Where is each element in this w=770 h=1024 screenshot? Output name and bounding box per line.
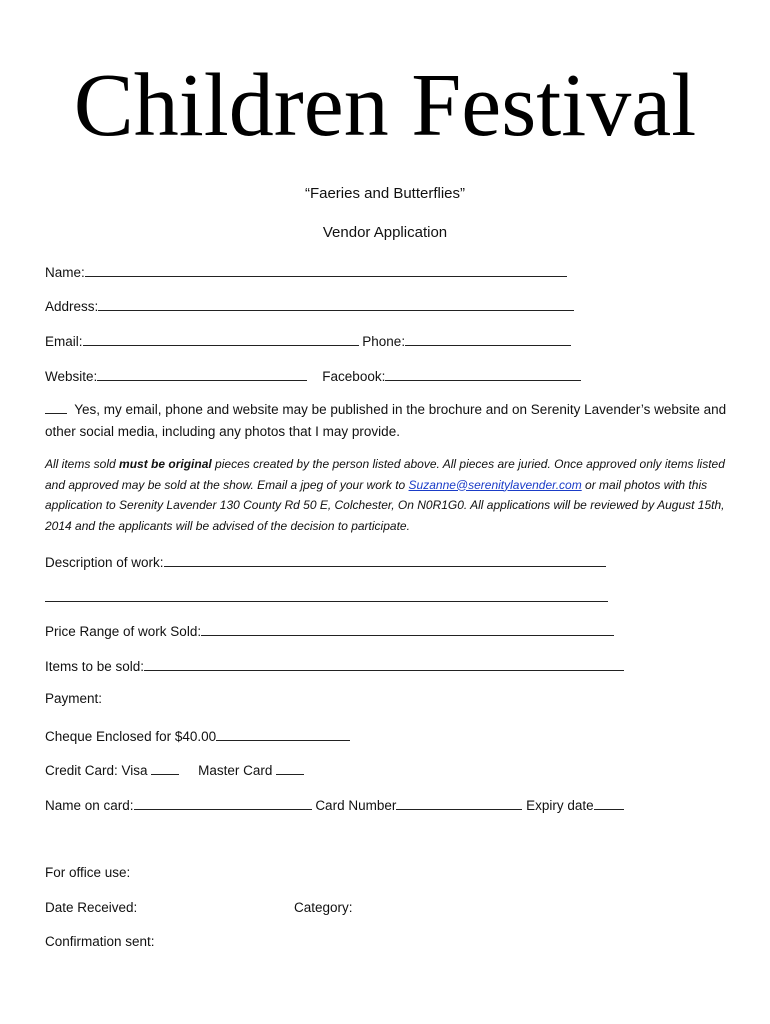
- name-on-card-field[interactable]: [134, 795, 312, 810]
- email-field[interactable]: [83, 331, 359, 346]
- notice-paragraph: [45, 454, 735, 536]
- facebook-field[interactable]: [385, 366, 581, 381]
- email-link[interactable]: Suzanne@serenitylavender.com: [408, 477, 582, 492]
- visa-label: Credit Card: Visa: [45, 763, 148, 778]
- office-heading: For office use:: [45, 865, 131, 880]
- facebook-label: Facebook:: [322, 369, 386, 384]
- credit-card-row: [45, 760, 304, 778]
- price-range-field[interactable]: [201, 621, 614, 636]
- description-label: Description of work:: [45, 555, 164, 570]
- website-label: Website:: [45, 369, 98, 384]
- date-received-label: Date Received:: [45, 900, 138, 915]
- name-label: Name:: [45, 265, 85, 280]
- description-row: [45, 552, 606, 570]
- page-title: Children Festival: [73, 56, 697, 155]
- notice-part3: or mail photos with this application to Serenity Lavender 130 County Rd 50 E, Colchester, On N0R1G0. All applications will be reviewed by August 15th, 2014 and the applicants will be advised of the decision to participate.: [45, 477, 725, 533]
- card-details-row: [45, 795, 624, 813]
- card-number-label: Card Number: [315, 798, 397, 813]
- notice-bold: must be original: [119, 457, 212, 471]
- cheque-label: Cheque Enclosed for $40.00: [45, 729, 217, 744]
- items-field[interactable]: [144, 656, 624, 671]
- address-field[interactable]: [98, 296, 574, 311]
- website-row: [45, 366, 581, 384]
- phone-field[interactable]: [405, 331, 571, 346]
- items-label: Items to be sold:: [45, 659, 145, 674]
- name-field[interactable]: [85, 262, 567, 277]
- consent-text: Yes, my email, phone and website may be published in the brochure and on Serenity Lavender’s website and other social media, including any photos that I may provide.: [45, 402, 727, 439]
- name-on-card-label: Name on card:: [45, 798, 134, 813]
- card-number-field[interactable]: [396, 795, 522, 810]
- email-row: [45, 331, 571, 349]
- address-label: Address:: [45, 299, 99, 314]
- cheque-field[interactable]: [216, 726, 350, 741]
- notice-part2: pieces created by the person listed above. All pieces are juried. Once approved only items listed and approved may be sold at the show. Email a jpeg of your work to: [45, 457, 725, 492]
- expiry-label: Expiry date: [526, 798, 594, 813]
- items-row: [45, 656, 624, 674]
- subtitle: “Faeries and Butterflies”: [304, 185, 466, 202]
- email-label: Email:: [45, 334, 83, 349]
- master-card-label: Master Card: [198, 763, 273, 778]
- price-range-row: [45, 621, 614, 639]
- consent-checkbox-blank[interactable]: [45, 401, 67, 414]
- payment-heading: Payment:: [45, 691, 103, 706]
- master-card-field[interactable]: [276, 760, 304, 775]
- visa-field[interactable]: [151, 760, 179, 775]
- price-range-label: Price Range of work Sold:: [45, 624, 202, 639]
- description-field-line-2[interactable]: [45, 587, 608, 602]
- category-label: Category:: [294, 900, 353, 915]
- address-row: [45, 296, 574, 314]
- expiry-field[interactable]: [594, 795, 624, 810]
- phone-label: Phone:: [362, 334, 406, 349]
- website-field[interactable]: [97, 366, 307, 381]
- name-row: [45, 262, 567, 280]
- notice-part1: All items sold: [45, 457, 120, 471]
- cheque-row: [45, 726, 350, 744]
- description-row-2: [45, 587, 608, 605]
- confirmation-label: Confirmation sent:: [45, 934, 155, 949]
- form-name: Vendor Application: [322, 224, 448, 241]
- description-field[interactable]: [164, 552, 606, 567]
- consent-paragraph: [45, 399, 735, 443]
